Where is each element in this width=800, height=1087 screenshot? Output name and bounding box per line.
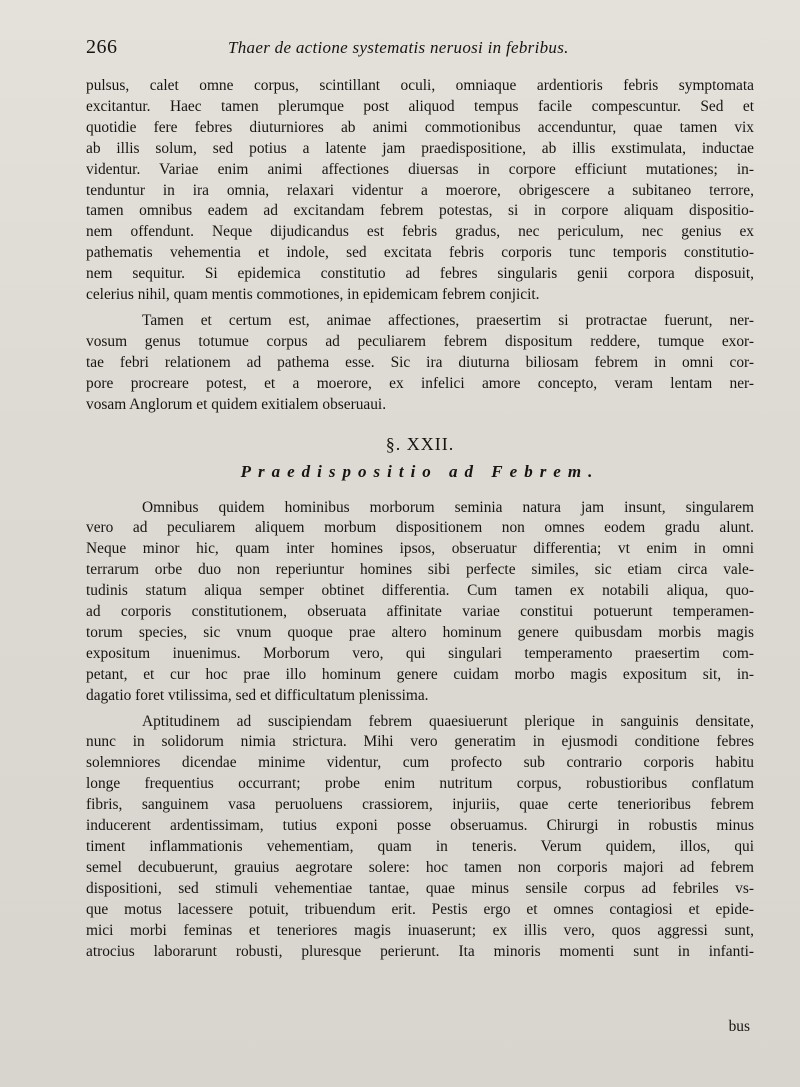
catchword: bus [728, 1018, 750, 1035]
text-line: petant, et cur hoc prae illo hominum genere cuidam morbo magis expositum sit, in- [86, 665, 754, 683]
text-line: dagatio foret vtilissima, sed et difficultatum plenissima. [86, 686, 429, 704]
text-line: tamen omnibus eadem ad excitandam febrem potestas, si in corpore aliquam dispositio- [86, 202, 754, 220]
text-line: terrarum orbe duo non reperiuntur homines sibi perfecte similes, sic etiam circa vale- [86, 561, 754, 579]
text-line: pathematis vehementia et indole, sed excitata febris corporis tunc temporis constitutio- [86, 244, 754, 262]
text-line: Neque minor hic, quam inter homines ipsos, obseruatur differentia; vt enim in omni [86, 540, 754, 558]
section-number: §. XXII. [385, 433, 455, 454]
text-line: celerius nihil, quam mentis commotiones, in epidemicam febrem conjicit. [86, 286, 540, 304]
text-line: tae febri relationem ad pathema esse. Sic ira diuturna biliosam febrem in omni cor- [86, 353, 754, 371]
section-title: Praedispositio ad Febrem. [240, 461, 600, 481]
text-line: fibris, sanguinem vasa peruoluens crassiorem, injuriis, quae certe tenerioribus febrem [86, 796, 754, 814]
paragraph-2 [86, 311, 754, 416]
text-line: atrocius laborarunt robusti, pluresque perierunt. Ita minoris momenti sunt in infanti- [86, 942, 754, 960]
paragraph-3 [86, 498, 754, 707]
running-head: Thaer de actione systematis neruosi in febribus. [228, 38, 569, 57]
text-line: vero ad peculiarem aliquem morbum dispositionem non omnes eodem gradu alunt. [86, 519, 754, 537]
text-line: timent inflammationis vehementiam, quam in teneris. Verum quidem, illos, qui [86, 838, 754, 855]
text-line: vosum genus totumue corpus ad peculiarem febrem dispositum reddere, tumque exor- [86, 332, 754, 350]
text-line: vosam Anglorum et quidem exitialem obseruaui. [86, 395, 387, 413]
text-line: tenduntur in ira omnia, relaxari videntur a moerore, obrigescere a subitaneo terrore, [86, 181, 754, 199]
text-line: solemniores dicendae minime videntur, cum profecto sub contrario corporis habitu [86, 754, 754, 772]
text-line: Omnibus quidem hominibus morborum seminia natura jam insunt, singularem [142, 498, 754, 516]
paragraph-4 [86, 712, 754, 963]
text-line: Tamen et certum est, animae affectiones, praesertim si protractae fuerunt, ner- [142, 311, 754, 329]
text-line: tudinis statum aliqua semper obtinet differentia. Cum tamen ex notabili aliqua, quo- [86, 582, 754, 600]
text-line: longe frequentius occurrant; probe enim nutritum corpus, robustioribus conflatum [86, 775, 754, 793]
text-line: ab illis solum, sed potius a latente jam praedispositione, ab illis exstimulata, inductae [86, 139, 754, 157]
text-line: quotidie fere febres diuturniores ab animi commotionibus accenduntur, quae tamen vix [86, 118, 754, 136]
text-line: torum species, sic vnum quoque prae altero hominum genere quibusdam morbis magis [86, 623, 754, 641]
text-line: nunc in solidorum nimia strictura. Mihi vero generatim in ejusmodi conditione febres [86, 733, 754, 751]
body-text [86, 76, 754, 962]
text-line: videntur. Variae enim animi affectiones diuersas in corpore efficiunt mutationes; in- [86, 160, 754, 178]
text-line: nem sequitur. Si epidemica constitutio ad febres singularis genii corpora disposuit, [86, 265, 754, 283]
text-line: semel decubuerunt, grauius aegrotare solere: hoc tamen non corporis majori ad febrem [86, 858, 754, 876]
page-header [86, 30, 752, 60]
text-line: inducerent ardentissimam, tutius exponi posse obseruamus. Chirurgi in robustis minus [86, 817, 754, 835]
text-line: expositum inuenimus. Morborum vero, qui singulari temperamento praesertim com- [86, 644, 754, 662]
text-line: ad corporis constitutionem, obseruata affinitate variae constitui potuerunt temperamen- [86, 603, 754, 621]
text-line: pulsus, calet omne corpus, scintillant oculi, omniaque ardentioris febris symptomata [86, 77, 754, 94]
text-line: Aptitudinem ad suscipiendam febrem quaesiuerunt plerique in sanguinis densitate, [142, 712, 754, 730]
text-line: excitantur. Haec tamen plerumque post aliquod tempus facile compescuntur. Sed et [86, 97, 754, 115]
text-line: dispositioni, sed stimuli vehementiae tantae, quae minus sensile corpus ad febriles vs- [86, 879, 754, 897]
page-number: 266 [86, 36, 118, 58]
text-line: nem offendunt. Neque dijudicandus est febris gradus, nec periculum, nec genius ex [86, 223, 754, 241]
text-line: que motus lacessere potuit, tribuendum erit. Pestis ergo et omnes contagiosi et epide- [86, 900, 754, 918]
text-line: mici morbi feminas et teneriores magis inuaserunt; ex illis vero, quos aggressi sunt, [86, 921, 754, 939]
text-line: pore procreare potest, et a moerore, ex infelici amore concepto, veram lentam ner- [86, 374, 754, 392]
paragraph-1 [86, 76, 754, 306]
